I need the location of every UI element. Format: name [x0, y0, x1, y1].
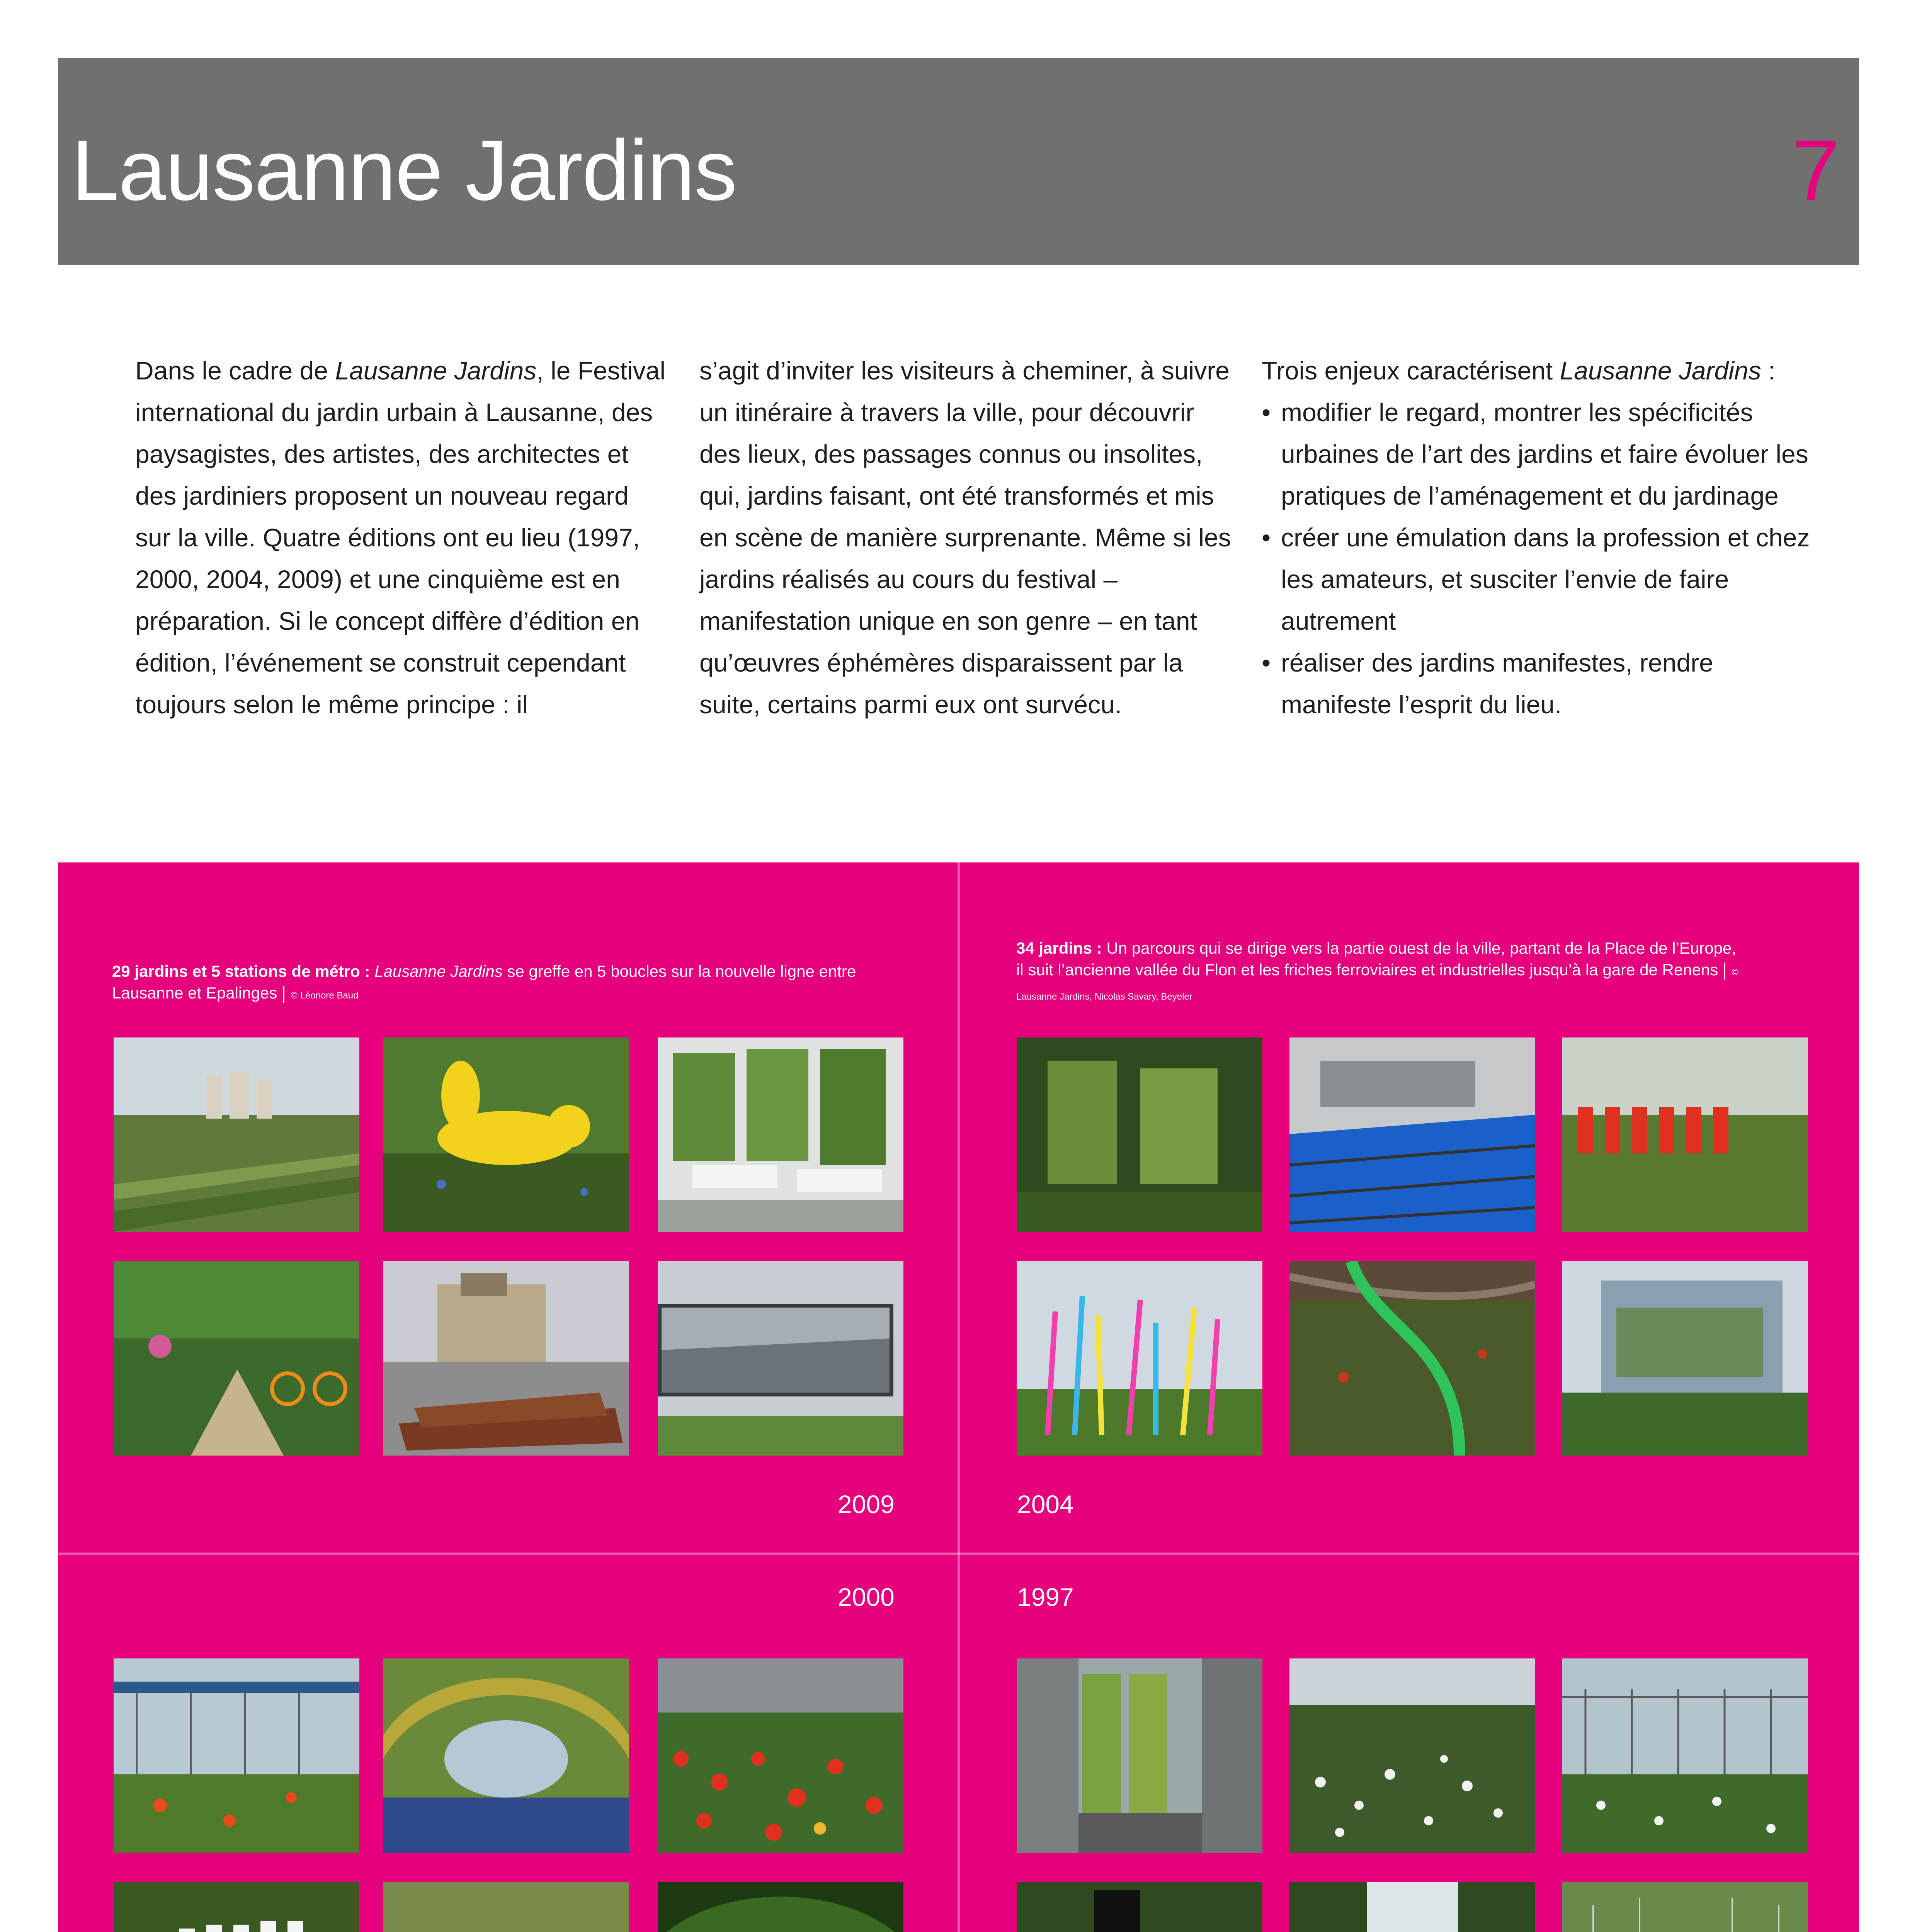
photo-2000-3: [658, 1658, 903, 1853]
grid-divider: [58, 1553, 1859, 1555]
intro-column-3: [1262, 350, 1826, 725]
photo-2000-6: [658, 1882, 903, 1932]
photo-2009-6: [658, 1261, 903, 1456]
list-item-text: réaliser des jardins manifestes, rendre manifeste l’esprit du lieu.: [1281, 648, 1713, 719]
photo-2004-2: [1289, 1037, 1535, 1232]
caption-2004: [1016, 937, 1743, 1008]
photo-2009-1: [114, 1037, 359, 1232]
photo-credit: © Lausanne Jardins, Nicolas Savary, Beyeler: [1016, 967, 1738, 1002]
bullet-icon: •: [1262, 648, 1271, 677]
photo-2004-1: [1017, 1037, 1262, 1232]
year-label-2000: 2000: [838, 1583, 895, 1611]
intro-text: Dans le cadre de: [135, 356, 335, 385]
caption-2009: [112, 961, 904, 1007]
grid-divider: [958, 862, 960, 1932]
intro-column-2: [699, 350, 1233, 725]
intro-text: Trois enjeux caractérisent: [1262, 356, 1560, 385]
bullet-icon: •: [1262, 398, 1271, 427]
intro-text: :: [1761, 356, 1776, 385]
panel-number: 7: [1792, 122, 1840, 218]
photo-2004-4: [1017, 1261, 1262, 1456]
photo-2004-6: [1562, 1261, 1808, 1456]
photo-1997-3: [1562, 1658, 1808, 1853]
intro-emphasis: Lausanne Jardins: [335, 356, 537, 385]
intro-emphasis: Lausanne Jardins: [1560, 356, 1761, 385]
photo-1997-1: [1017, 1658, 1262, 1853]
caption-text: Un parcours qui se dirige vers la partie ouest de la ville, partant de la Place de l’Europe, il suit l’ancienne vallée du Flon et les friches ferroviaires et industrielles jusqu’à la gare de Renens: [1016, 939, 1737, 979]
list-item: [1262, 391, 1826, 517]
photo-2000-5: [383, 1882, 629, 1932]
photo-2004-3: [1562, 1037, 1808, 1232]
photo-2009-4: [114, 1261, 359, 1456]
photo-2000-2: [383, 1658, 629, 1853]
photo-1997-4: [1017, 1882, 1262, 1932]
photo-credit: © Léonore Baud: [291, 990, 359, 1001]
caption-lead: 34 jardins :: [1016, 939, 1102, 957]
photo-1997-2: [1289, 1658, 1535, 1853]
photo-1997-5: [1289, 1882, 1535, 1932]
intro-text: s’agit d’inviter les visiteurs à cheminer, à suivre un itinéraire à travers la ville, pour découvrir des lieux, des passages connus ou insolites, qui, jardins faisant, ont été transformés et mis en scène de manière surprenante. Même si les jardins réalisés au cours du festival – manifestation unique en son genre – en tant qu’œuvres éphémères disparaissent par la suite, certains parmi eux ont survécu.: [699, 356, 1231, 719]
photo-2009-5: [383, 1261, 629, 1456]
list-item-text: créer une émulation dans la profession et chez les amateurs, et susciter l’envie de faire autrement: [1281, 523, 1810, 635]
photo-2009-2: [383, 1037, 629, 1232]
intro-text: , le Festival international du jardin urbain à Lausanne, des paysagistes, des artistes, des architectes et des jardiniers proposent un nouveau regard sur la ville. Quatre éditions ont eu lieu (1997, 2000, 2004, 2009) et une cinquième est en préparation. Si le concept diffère d’édition en édition, l’événement se construit cependant toujours selon le même principe : il: [135, 356, 666, 719]
year-label-2009: 2009: [838, 1490, 895, 1519]
intro-column-1: [135, 350, 668, 725]
photo-2000-4: [114, 1882, 359, 1932]
list-item: [1262, 517, 1826, 642]
list-item-text: modifier le regard, montrer les spécificités urbaines de l’art des jardins et faire évoluer les pratiques de l’aménagement et du jardinage: [1281, 398, 1808, 510]
photo-2004-5: [1289, 1261, 1535, 1456]
bullet-icon: •: [1262, 523, 1271, 552]
caption-text: se greffe en 5 boucles sur la nouvelle ligne entre Lausanne et Epalinges: [112, 962, 856, 1002]
page-title: Lausanne Jardins: [71, 122, 737, 218]
caption-lead: 29 jardins et 5 stations de métro :: [112, 962, 370, 980]
caption-emphasis: Lausanne Jardins: [374, 962, 503, 980]
photo-2000-1: [114, 1658, 359, 1853]
year-label-1997: 1997: [1017, 1583, 1074, 1611]
list-item: [1262, 642, 1826, 725]
photo-1997-6: [1562, 1882, 1808, 1932]
photo-2009-3: [658, 1037, 903, 1232]
year-label-2004: 2004: [1017, 1490, 1074, 1519]
